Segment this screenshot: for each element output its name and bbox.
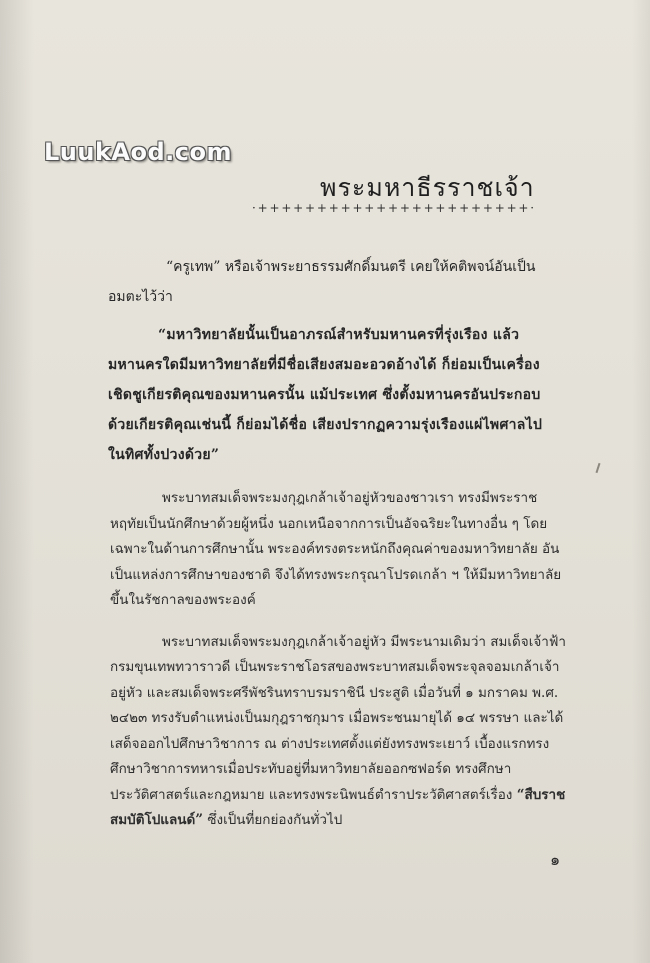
page-number: ๑: [550, 850, 561, 869]
title-ornament: ·+++++++++++++++++++++++·: [252, 201, 536, 215]
paragraph-2-ending: ซึ่งเป็นที่ยกย่องกันทั่วไป: [203, 812, 343, 828]
quote-text: “มหาวิทยาลัยนั้นเป็นอาภรณ์สำหรับมหานครที่รุ่งเรือง แล้ว มหานครใดมีมหาวิทยาลัยที่มีชื่อเสียงสมอะอวดอ้างได้ ก็ย่อมเป็นเครื่องเชิดชูเกียรติคุณของมหานครนั้น แม้ประเทศ ซึ่งตั้งมหานครอันประกอบด้วยเกียรติคุณเช่นนี้ ก็ย่อมได้ชื่อ เสียงปรากฏความรุ่งเรืองแผ่ไพศาลไปในทิศทั้งปวงด้วย”: [108, 327, 543, 463]
quote-block: [108, 252, 548, 470]
paragraph-2-text: พระบาทสมเด็จพระมงกุฎเกล้าเจ้าอยู่หัว มีพระนามเดิมว่า สมเด็จเจ้าฟ้ากรมขุนเทพทวาราวดี เป็นพระราชโอรสของพระบาทสมเด็จพระจุลจอมเกล้าเจ้าอยู่หัว และสมเด็จพระศรีพัชรินทราบรมราชินี ประสูติ เมื่อวันที่ ๑ มกราคม พ.ศ. ๒๔๒๓ ทรงรับตำแหน่งเป็นมกุฎราชกุมาร เมื่อพระชนมายุได้ ๑๔ พรรษา และได้เสด็จออกไปศึกษาวิชาการ ณ ต่างประเทศตั้งแต่ยังทรงพระเยาว์ เบื้องแรกทรงศึกษาวิชาการทหารเมื่อประทับอยู่ที่มหาวิทยาลัยออกซฟอร์ด ทรงศึกษาประวัติศาสตร์และกฎหมาย และทรงพระนิพนธ์ตำราประวัติศาสตร์เรื่อง: [110, 633, 566, 803]
quote-intro: “ครูเทพ” หรือเจ้าพระยาธรรมศักดิ์มนตรี เคยให้คติพจน์อันเป็นอมตะไว้ว่า: [108, 259, 536, 305]
paragraph-1: พระบาทสมเด็จพระมงกุฎเกล้าเจ้าอยู่หัวของชาวเรา ทรงมีพระราชหฤทัยเป็นนักศึกษาด้วยผู้หนึ่ง นอกเหนือจากการเป็นอัจฉริยะในทางอื่น ๆ โดยเฉพาะในด้านการศึกษานั้น พระองค์ทรงตระหนักถึงคุณค่าของมหาวิทยาลัย อันเป็นแหล่งการศึกษาของชาติ จึงได้ทรงพระกรุณาโปรดเกล้า ฯ ให้มีมหาวิทยาลัยขึ้นในรัชกาลของพระองค์: [110, 490, 562, 608]
watermark-logo: LuukAod.com: [44, 138, 233, 166]
book-title: “สืบราชสมบัติโปแลนด์”: [110, 786, 566, 828]
body-text: [110, 486, 566, 834]
paper-speck: [596, 463, 601, 473]
chapter-title: พระมหาธีรราชเจ้า: [320, 173, 535, 202]
paragraph-2: [110, 630, 566, 834]
